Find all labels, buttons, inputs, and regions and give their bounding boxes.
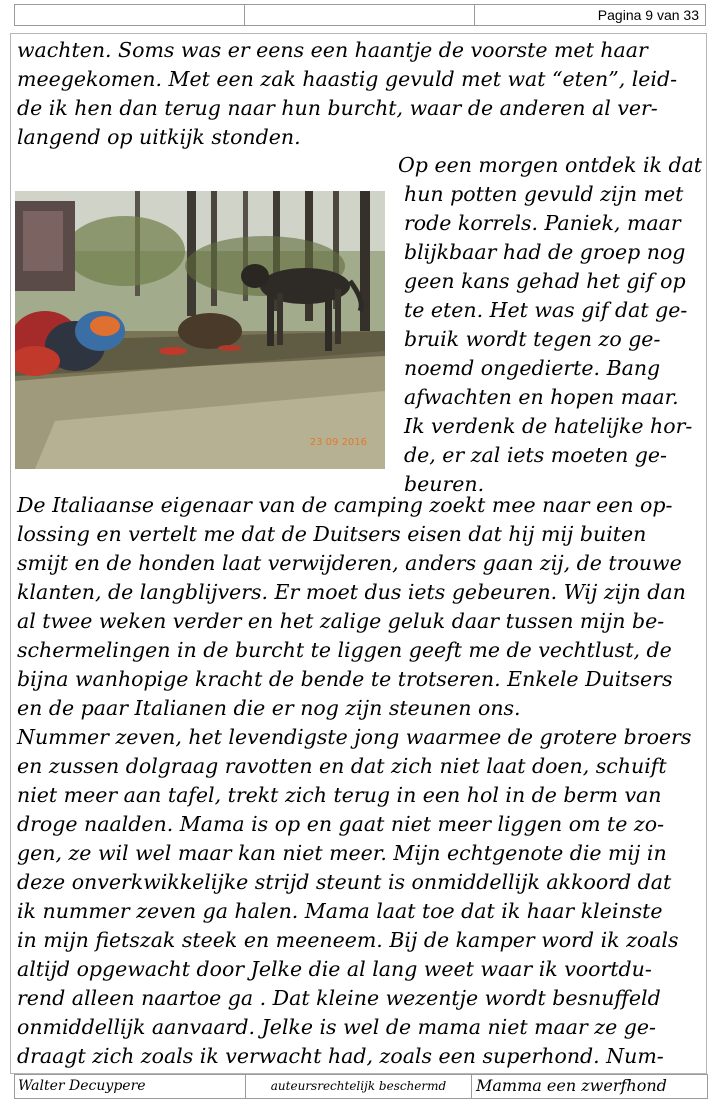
text-line: rend alleen naartoe ga . Dat kleine wezentje wordt besnuffeld <box>17 986 661 1010</box>
text-line: geen kans gehad het gif op <box>404 269 686 293</box>
text-line: de ik hen dan terug naar hun burcht, waar de anderen al ver- <box>17 96 658 120</box>
text-line: lossing en vertelt me dat de Duitsers eisen dat hij mij buiten <box>17 522 647 546</box>
text-line: noemd ongedierte. Bang <box>404 356 661 380</box>
text-line: draagt zich zoals ik verwacht had, zoals een superhond. Num- <box>17 1044 664 1068</box>
text-line: hun potten gevuld zijn met <box>404 182 684 206</box>
text-line: rode korrels. Paniek, maar <box>404 211 681 235</box>
text-line: en zussen dolgraag ravotten en dat zich niet laat doen, schuift <box>17 754 667 778</box>
text-line: te eten. Het was gif dat ge- <box>404 298 688 322</box>
text-line: schermelingen in de burcht te liggen geeft me de vechtlust, de <box>17 638 672 662</box>
text-line: niet meer aan tafel, trekt zich terug in een hol in de berm van <box>17 783 662 807</box>
footer-book-title: Mamma een zwerfhond <box>476 1076 667 1095</box>
header-cell-middle <box>245 5 475 25</box>
text-line: ik nummer zeven ga halen. Mama laat toe dat ik haar kleinste <box>17 899 663 923</box>
text-line: meegekomen. Met een zak haastig gevuld met wat “eten”, leid- <box>17 67 678 91</box>
text-line: Ik verdenk de hatelijke hor- <box>404 414 693 438</box>
text-line: altijd opgewacht door Jelke die al lang weet waar ik voortdu- <box>17 957 652 981</box>
text-line: langend op uitkijk stonden. <box>17 125 301 149</box>
text-line: afwachten en hopen maar. <box>404 385 679 409</box>
text-line: wachten. Soms was er eens een haantje de voorste met haar <box>17 38 648 62</box>
footer-copyright: auteursrechtelijk beschermd <box>246 1075 472 1098</box>
text-line: droge naalden. Mama is op en gaat niet meer liggen om te zo- <box>17 812 664 836</box>
page-footer <box>14 1074 708 1099</box>
text-line: Nummer zeven, het levendigste jong waarmee de grotere broers <box>17 725 692 749</box>
text-line: gen, ze wil wel maar kan niet meer. Mijn echtgenote die mij in <box>17 841 667 865</box>
text-line: bruik wordt tegen zo ge- <box>404 327 661 351</box>
text-line: klanten, de langblijvers. Er moet dus iets gebeuren. Wij zijn dan <box>17 580 686 604</box>
text-line: onmiddellijk aanvaard. Jelke is wel de mama niet maar ze ge- <box>17 1015 656 1039</box>
header-cell-left <box>15 5 245 25</box>
page-header <box>14 4 706 26</box>
photo-date-stamp: 23 09 2016 <box>309 437 367 448</box>
text-line: blijkbaar had de groep nog <box>404 240 686 264</box>
text-line: smijt en de honden laat verwijderen, anders gaan zij, de trouwe <box>17 551 682 575</box>
text-line: beuren. <box>404 472 485 496</box>
page-number: Pagina 9 van 33 <box>597 7 699 23</box>
text-line: De Italiaanse eigenaar van de camping zoekt mee naar een op- <box>17 493 673 517</box>
text-line: in mijn fietszak steek en meeneem. Bij de kamper word ik zoals <box>17 928 679 952</box>
text-line: de, er zal iets moeten ge- <box>404 443 667 467</box>
text-line: Op een morgen ontdek ik dat <box>398 153 703 177</box>
text-line: al twee weken verder en het zalige geluk daar tussen mijn be- <box>17 609 665 633</box>
text-line: deze onverkwikkelijke strijd steunt is onmiddellijk akkoord dat <box>17 870 672 894</box>
photo-illustration <box>15 191 385 469</box>
footer-author: Walter Decuypere <box>15 1075 246 1098</box>
text-line: bijna wanhopige kracht de bende te trotseren. Enkele Duitsers <box>17 667 673 691</box>
camping-dog-photo <box>15 191 385 469</box>
text-line: en de paar Italianen die er nog zijn steunen ons. <box>17 696 521 720</box>
